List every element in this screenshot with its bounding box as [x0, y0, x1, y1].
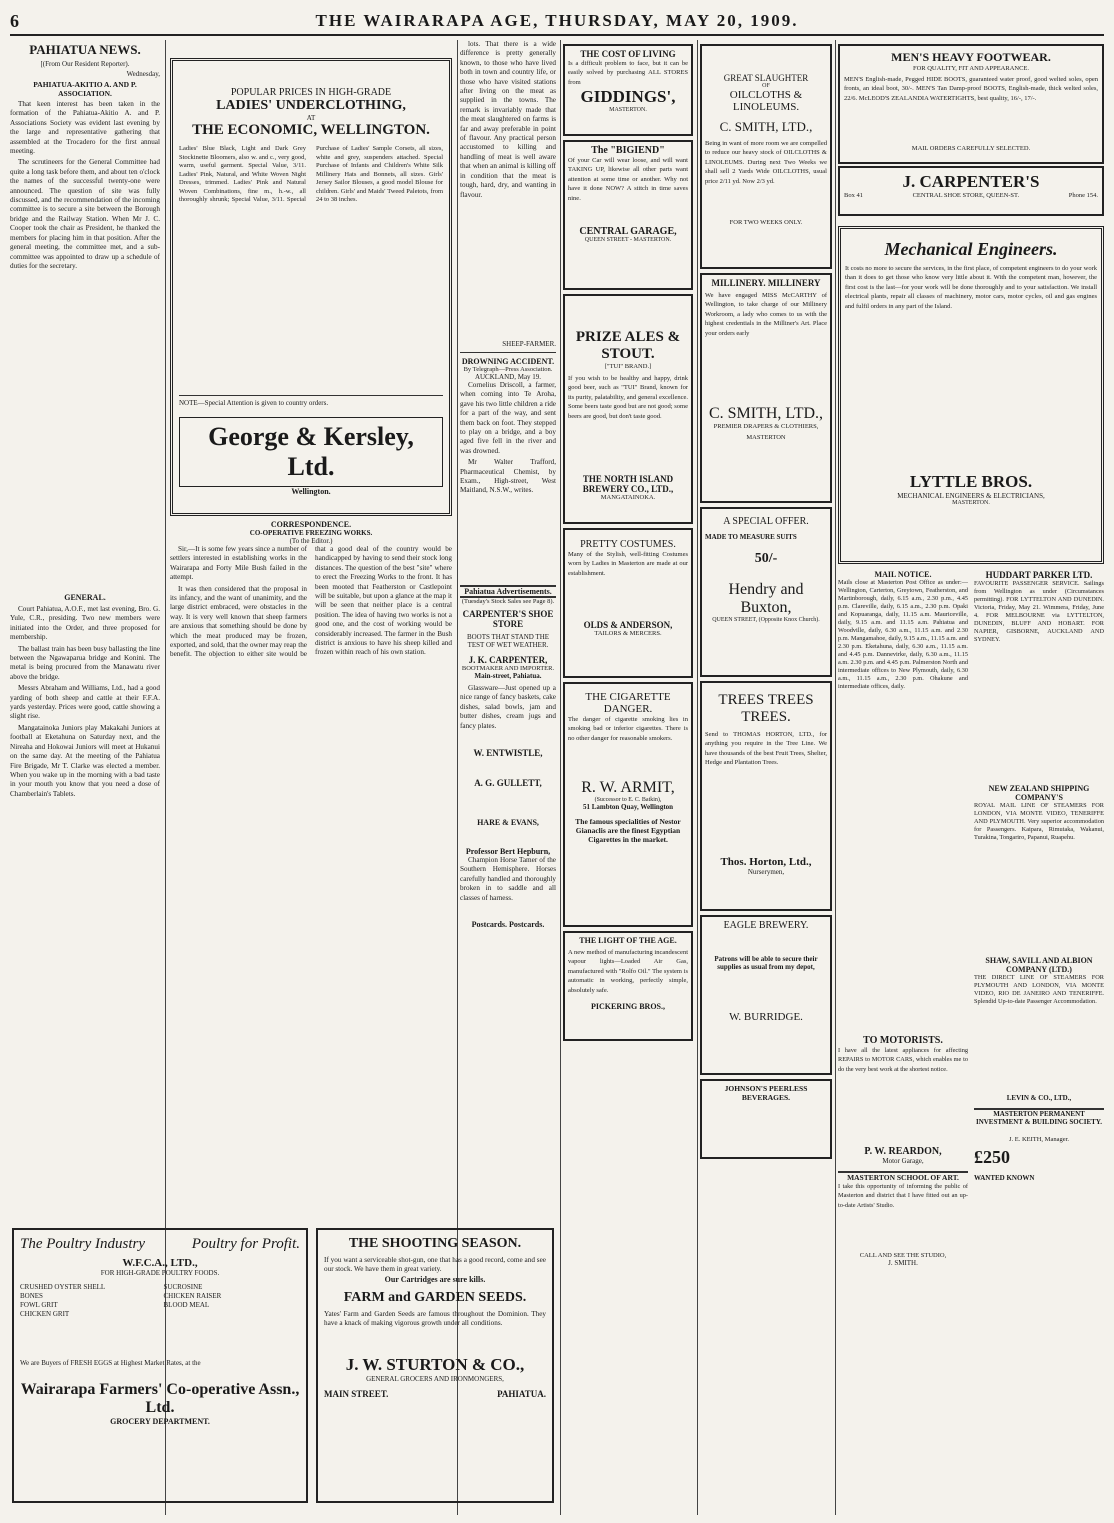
rw-armit: R. W. ARMIT, — [581, 779, 675, 796]
george-kersley-advert: POPULAR PRICES IN HIGH-GRADE LADIES' UNDERCLOTHING, AT THE ECONOMIC, WELLINGTON. Ladies' Blue Black, Light and Dark Grey Stockinette Bloomers, also w. and c., very good, warm, useful garment. Special Value, 3/11. Ladies' Pink, Natural, and White Woven Night Dresses, trimmed. Ladies' Pink and Natural Woven Combinations, fine m., h.-w., all thoroughly shrunk; Special Value, 3/11. Special Purchase of Ladies' Sample Corsets, all sizes, white and grey, suspenders attached. Special Purchase of Infants and Children's White Silk Millinery Hats and Bonnets, all sizes. Girls' Jersey Sailor Blouses, a good model Blouse for children. Girls' and Maids' Tweed Paletots, from 24 to 38 inches. NOTE—Special Attention is given to country orders. George & Kersley, Ltd. Wellington. — [170, 58, 452, 516]
nurserymen: Nurserymen, — [747, 868, 785, 876]
drown-place: AUCKLAND, May 19. — [474, 373, 542, 381]
boots-line: BOOTS THAT STAND THE TEST OF WET WEATHER. — [466, 633, 550, 649]
premier-drapers: PREMIER DRAPERS & CLOTHIERS, — [713, 423, 819, 430]
pretty-costumes: PRETTY COSTUMES. — [580, 539, 676, 550]
cigarette-advert: THE CIGARETTE DANGER. The danger of cigarette smoking lies in smoking bad or inferior cigarettes. There is no other danger for reasonable smokers. R. W. ARMIT, (Successor to E. C. Batkin), 51 Lambton Quay, Wellington The famous specialities of Nestor Gianaclis are the finest Egyptian Cigarettes in the market. — [563, 682, 693, 927]
carpenter-footwear-advert: MEN'S HEAVY FOOTWEAR. FOR QUALITY, FIT AND APPEARANCE. MEN'S English-made, Pegged HIDE BOOTS, guaranteed water proof, good welted soles, open fronts, an ideal boot, 30/-. MEN'S Tan Damp-proof BOOTS, English-made, thick welted soles, 22/6. McLEOD'S ZEALANDIA WATERTIGHTS, best quality, 16/-, 17/-. MAIL ORDERS CAREFULLY SELECTED. — [838, 44, 1104, 164]
box-number: Box 41 — [844, 192, 863, 199]
grocery-dept: GROCERY DEPARTMENT. — [110, 1417, 210, 1426]
giddings-advert: THE COST OF LIVING Is a difficult problem to face, but it can be easily solved by purchasing ALL STORES from GIDDINGS', MASTERTON. — [563, 44, 693, 136]
call-studio: CALL AND SEE THE STUDIO, — [859, 1252, 947, 1259]
shaw-savill: SHAW, SAVILL AND ALBION COMPANY (LTD.) — [985, 956, 1093, 974]
johnson-advert — [700, 1079, 832, 1159]
eagle-brewery: EAGLE BREWERY. — [723, 920, 809, 931]
pickering-advert: THE LIGHT OF THE AGE. A new method of manufacturing incandescent vapour lights—Loaded Air Gas, manufactured with "Rolfo Oil." The system is automatic in working, perfectly simple, absolutely safe. PICKERING BROS., — [563, 931, 693, 1041]
poultry-title-left: The Poultry Industry — [20, 1236, 145, 1252]
armit-sub: (Successor to E. C. Batkin), — [594, 797, 662, 803]
special-offer: A SPECIAL OFFER. — [723, 516, 809, 527]
tailors: TAILORS & MERCERS. — [594, 630, 662, 637]
poultry-advert — [12, 1228, 308, 1503]
hare-evans: HARE & EVANS, — [477, 818, 539, 827]
giddings: GIDDINGS', — [580, 87, 676, 107]
lyttle-advert: Mechanical Engineers. It costs no more to secure the services, in the first place, of competent engineers to do your work than it does to get those who know very little about it. With the competent man, however, the first cost is the last—for your work will be done thoroughly and to your satisfaction. We install electrical plants, repair all classes of machinery, motor cars, motor cycles, oil and gas engines and fulfil orders in any part of the Island. LYTTLE BROS. MECHANICAL ENGINEERS & ELECTRICIANS, MASTERTON. — [838, 226, 1104, 564]
day-line: Wednesday, — [126, 70, 160, 78]
poultry-title-right: Poultry for Profit. — [191, 1236, 300, 1252]
column-five — [700, 40, 832, 1515]
olds-anderson: OLDS & ANDERSON, — [583, 620, 673, 630]
masthead-title: THE WAIRARAPA AGE, THURSDAY, MAY 20, 1909. — [315, 11, 799, 30]
sturton-name: J. W. STURTON & CO., — [345, 1354, 525, 1374]
gk-note: NOTE—Special Attention is given to country orders. — [179, 395, 443, 407]
cost-of-living: THE COST OF LIVING — [580, 49, 676, 59]
gk-at: AT — [306, 114, 316, 122]
prize-ales: PRIZE ALES & STOUT. — [575, 329, 681, 362]
pickering: PICKERING BROS., — [590, 1002, 665, 1011]
tui-brand: ["TUI" BRAND.] — [604, 363, 652, 370]
sturton-street: MAIN STREET. — [324, 1388, 389, 1399]
nestor: The famous specialities of Nestor Gianaclis are the finest Egyptian Cigarettes in the market. — [575, 817, 681, 844]
millinery: MILLINERY. MILLINERY — [711, 278, 821, 288]
column-pahiatua-news: PAHIATUA NEWS. [(From Our Resident Reporter). Wednesday, PAHIATUA-AKITIO A. AND P. ASSOCIATION. That keen interest has been taken in the formation of the Pahiatua-Akitio A. and P. Associations Society was evident last evening by the large and representative gathering that assembled at the Trocadero for the first annual meeting. The scrutineers for the General Committee had quite a long task before them, and about ten o'clock the names of the successful twenty-one were announced. The question of site was fully discussed, and the recommendation of the incoming committee is to secure a site between the Borough bridge and the Railway Station. When Mr J. C. Cooper took the chair as President, he thanked the members for placing him in that position. After the general meeting, the committee met, and a sub-committee was appointed to draw up a schedule of duties for the secretary. GENERAL. Court Pahiatua, A.O.F., met last evening, Bro. G. Yule, C.R., presiding. Two new members were initiated into the Order, and three proposed for membership. The ballast train has been busy ballasting the line between the Ngawaparua bridge and Konini. The metal is being procured from the Manawatu river above the bridge. Messrs Abraham and Williams, Ltd., had a good yarding of both sheep and cattle at their F.F.A. yards yesterday. Prices were good, cattle showing a slight rise. Mangatainoka Juniors play Makakahi Juniors at football at Eketahuna on Saturday next, and the Nireaha and Hokowai Juniors will meet at Hukanui on the same day. At the meeting of the Pahiatua Fire Brigade, Mr T. Clarke was elected a member. When you wake up in the morning with a bad taste in your mouth you know that you need a dose of Chamberlain's Tablets. — [10, 42, 160, 798]
sturton-advert: THE SHOOTING SEASON. If you want a serviceable shot-gun, one that has a good record, come and see our stock. We have them in great variety. Our Cartridges are sure kills. FARM and GARDEN SEEDS. Yates' Farm and Garden Seeds are famous throughout the Dominion. They have a knack of making vigorous growth under all conditions. J. W. STURTON & CO., GENERAL GROCERS AND IRONMONGERS, MAIN STREET. PAHIATUA. — [316, 1228, 554, 1503]
trees: TREES TREES TREES. — [718, 692, 814, 725]
reporter-line: [(From Our Resident Reporter). — [40, 60, 130, 68]
phone-number: Phone 154. — [1068, 192, 1098, 199]
gk-name: George & Kersley, Ltd. — [179, 417, 443, 487]
j-carpenter: J. CARPENTER'S — [902, 172, 1040, 191]
sheep-farmer-sig: SHEEP-FARMER. — [502, 340, 556, 348]
oilcloths: OILCLOTHS & LINOLEUMS. — [729, 89, 803, 113]
nz-shipping: NEW ZEALAND SHIPPING COMPANY'S — [988, 784, 1090, 802]
gk-title1: POPULAR PRICES IN HIGH-GRADE — [230, 87, 392, 98]
corr-sub: CO-OPERATIVE FREEZING WORKS. — [249, 529, 373, 537]
entwistle: W. ENTWISTLE, — [473, 748, 543, 758]
horton-advert: TREES TREES TREES. Send to THOMAS HORTON, LTD., for anything you require in the Tree Line. We have thousands of the best Fruit Trees, Shelter, Hedge and Plantation Trees. Thos. Horton, Ltd., Nurserymen, — [700, 681, 832, 911]
association-heading: PAHIATUA-AKITIO A. AND P. ASSOCIATION. — [33, 80, 137, 98]
wfca: W.F.C.A., LTD., — [122, 1257, 198, 1269]
keith: J. E. KEITH, Manager. — [1008, 1136, 1070, 1143]
bigiend: The "BIGIEND" — [591, 145, 665, 156]
millinery-advert: MILLINERY. MILLINERY We have engaged MISS McCARTHY of Wellington, to take charge of our Millinery Workroom, a lady who comes to us with the highest credentials in the Milliner's Art. Place your orders early C. SMITH, LTD., PREMIER DRAPERS & CLOTHIERS, MASTERTON — [700, 273, 832, 503]
jk-street: Main-street, Pahiatua. — [474, 672, 542, 680]
jk-sub: BOOTMAKER AND IMPORTER. — [461, 665, 555, 672]
light-of-age: THE LIGHT OF THE AGE. — [579, 936, 677, 945]
c-smith-2: C. SMITH, LTD., — [708, 405, 824, 422]
poultry-items: CRUSHED OYSTER SHELL BONES FOWL GRIT CHICKEN GRIT SUCROSINE CHICKEN RAISER BLOOD MEAL — [20, 1283, 222, 1318]
buyers-line: We are Buyers of FRESH EGGS at Highest Market Rates, at the — [20, 1359, 201, 1367]
cigarette-danger: THE CIGARETTE DANGER. — [585, 691, 671, 715]
hendry-street: QUEEN STREET, (Opposite Knox Church). — [712, 617, 820, 623]
hepburn: Professor Bert Hepburn, — [465, 847, 551, 856]
patrons-line: Patrons will be able to secure their supplies as usual from my depot, — [714, 955, 818, 971]
garage-street: QUEEN STREET - MASTERTON. — [584, 237, 672, 243]
made-to-measure: MADE TO MEASURE SUITS — [705, 533, 797, 541]
ballast-text: The ballast train has been busy ballasting the line between the Ngawaparua bridge and Konini. The metal is being procured from the Manawatu river above the bridge. — [10, 644, 160, 681]
column-six — [838, 40, 1104, 1515]
mens-sub: FOR QUALITY, FIT AND APPEARANCE. — [912, 65, 1030, 72]
carpenter-store: CARPENTER'S SHOE STORE — [462, 609, 554, 629]
cartridges: Our Cartridges are sure kills. — [384, 1274, 486, 1284]
lyttle-bros: LYTTLE BROS. — [909, 472, 1033, 491]
eagle-advert — [700, 915, 832, 1075]
corr-to: (To the Editor.) — [289, 537, 333, 545]
huddart-parker: HUDDART PARKER LTD. — [985, 570, 1093, 580]
gk-title2: LADIES' UNDERCLOTHING, — [216, 98, 406, 113]
gk-city: Wellington. — [291, 487, 331, 496]
corr-p1: Sir,—It is some few years since a number of settlers interested in establishing works in the Wairarapa and Forty Mile Bush failed in the attempt. — [170, 545, 307, 582]
reardon: P. W. REARDON, — [864, 1146, 942, 1157]
j-smith: J. SMITH. — [888, 1259, 918, 1267]
court-text: Court Pahiatua, A.O.F., met last evening, Bro. G. Yule, C.R., presiding. Two new members were initiated into the Order, and three proposed for membership. — [10, 605, 160, 642]
carpenter-name-box — [838, 166, 1104, 216]
two-weeks: FOR TWO WEEKS ONLY. — [729, 219, 803, 226]
thos-horton: Thos. Horton, Ltd., — [720, 856, 812, 868]
hendry-advert — [700, 507, 832, 677]
jk-carpenter: J. K. CARPENTER, — [468, 655, 548, 665]
pahiatua-news-heading: PAHIATUA NEWS. — [29, 42, 141, 57]
mangatainoka: MANGATAINOKA. — [600, 494, 656, 501]
column-four — [563, 40, 693, 1515]
correspondence: CORRESPONDENCE. CO-OPERATIVE FREEZING WORKS. (To the Editor.) Sir,—It is some few years since a number of settlers interested in establishing works in the Wairarapa and Forty Mile Bush failed in the attempt. It was then considered that the proposal in its infancy, and the want of unanimity, and the large district embraced, were obstacles in the way. It is very well known that sheep farmers are anxious that something should be done by which the meat produced may be frozen, exported, and sold, that the owner may reap the benefit. The objection to either site would be that a good deal of the country would be handicapped by having to send their stock long distances. The question of the best "site" where to erect the Freezing Works to the front. It has been mooted that Featherston or Castlepoint will be suitable, but upon a glance at the map it will be seen that neither place is a central position. The idea of having two works is not a good one, and the cost of working would be considerably increased. The farmer in the Bush district is anxious to have his sheep killed and frozen within reach of his own station. — [170, 520, 452, 659]
lyttle-sub: MECHANICAL ENGINEERS & ELECTRICIANS, — [897, 492, 1045, 500]
olds-advert: PRETTY COSTUMES. Many of the Stylish, well-fitting Costumes worn by Ladies in Masterton are made at our establishment. OLDS & ANDERSON, TAILORS & MERCERS. — [563, 528, 693, 678]
smith-oilcloth-advert: GREAT SLAUGHTER OF OILCLOTHS & LINOLEUMS. C. SMITH, LTD., Being in want of more room we are compelled to reduce our heavy stock of OILCLOTHS & LINOLEUMS. During next Two Weeks we shall sell 2 Yards Wide OILCLOTHS, usual price 2/11 yd. Now 2/3 yd. FOR TWO WEEKS ONLY. — [700, 44, 832, 269]
mens-footwear: MEN'S HEAVY FOOTWEAR. — [891, 50, 1051, 64]
association-text: That keen interest has been taken in the formation of the Pahiatua-Akitio A. and P. Associations Society was evident last evening by the large and representative gathering that assembled at the Trocadero for the first annual meeting. — [10, 100, 160, 156]
gk-shop: THE ECONOMIC, WELLINGTON. — [192, 122, 430, 138]
column-three: lots. That there is a wide difference is pretty generally known, to those who have lived both in town and country life, or those who have visited stations after living on the meat as supplied in the towns. The remark is invariably made that the meat slaughtered on farms is far and away preferable in point of flavour. Any practical person accustomed to killing and handling of meat is well aware that when an animal is killing off in condition that the meat is tough, hard, dry, and wanting in flavour. SHEEP-FARMER. DROWNING ACCIDENT. By Telegraph—Press Association. AUCKLAND, May 19. Cornelius Driscoll, a farmer, when coming into Te Aroha, gave his two little children a ride for a part of the way, and sent them back on foot. They stepped to play on a bridge, and a boy aged five fell in the river and was drowned. Mr Walter Trafford, Pharmaceutical Chemist, by Exam., High-street, West Maitland, N.S.W., writes. Pahiatua Advertisements. (Tuesday's Stock Sales see Page 8). CARPENTER'S SHOE STORE BOOTS THAT STAND THE TEST OF WET WEATHER. J. K. CARPENTER, BOOTMAKER AND IMPORTER. Main-street, Pahiatua. Glassware—Just opened up a nice range of fancy baskets, cake dishes, salad bowls, jam and butter dishes, cream jugs and fancy plates. W. ENTWISTLE, A. G. GULLETT, HARE & EVANS, Professor Bert Hepburn, Champion Horse Tamer of the Southern Hemisphere. Horses carefully handled and thoroughly broken in to saddle and all classes of harness. Postcards. Postcards. — [460, 40, 556, 929]
gullett: A. G. GULLETT, — [474, 778, 542, 788]
lower-col6: MAIL NOTICE. Mails close at Masterton Post Office as under:— Wellington, Carterton, Greytown, Featherston, and Martinborough, daily, 6.15 a.m., 2.30 p.m., 4.45 p.m. Clareville, daily, 6.15 a.m., 2.30 p.m. Opaki and Kopuaranga, daily, 11.15 a.m. Mauriceville, daily, 9.15 a.m. and 11.15 a.m. Pahiatua and Woodville, daily, 6.30 a.m., 11.15 a.m. and 2.30 p.m. Mangamahoe, daily, 9.15 a.m., 11.15 a.m. and 2.30 p.m. Eketahuna, daily, 6.30 a.m., 11.15 a.m. and 4.45 p.m. Dannevirke, daily, 6.30 a.m., 11.15 a.m. 2.30 p.m. and 4.45 p.m. Palmerston North and intermediate offices to New Plymouth, daily, 6.30 a.m., 11.15 a.m., 2.30 p.m. Ohakune and intermediate offices, daily. TO MOTORISTS. I have all the latest appliances for affecting REPAIRS to MOTOR CARS, which enables me to do the very best work at the shortest notice. P. W. REARDON, Motor Garage, MASTERTON SCHOOL OF ART. I take this opportunity of informing the public of Masterton and district that I have fitted out an up-to-date Artists' Studio. CALL AND SEE THE STUDIO, J. SMITH. HUDDART PARKER LTD. FAVOURITE PASSENGER SERVICE. Sailings from Wellington as under (Circumstances permitting). FOR LYTTELTON AND DUNEDIN. Victoria, Friday, May 21. Wimmera, Friday, June 4. FOR MELBOURNE via LYTTELTON, DUNEDIN, BLUFF AND HOBART. FOR NAPIER, GISBORNE, AUCKLAND AND SYDNEY. NEW ZEALAND SHIPPING COMPANY'S ROYAL MAIL LINE OF STEAMERS FOR LONDON, VIA MONTE VIDEO, TENERIFFE AND PLYMOUTH. Very superior accommodation for Passengers. Kaipara, Rimutaka, Wakanui, Turakina, Tongariro, Papanui, Ruapehu. SHAW, SAVILL AND ALBION COMPANY (LTD.) THE DIRECT LINE OF STEAMERS FOR PLYMOUTH AND LONDON, VIA MONTE VIDEO, RIO DE JANEIRO AND TENERIFFE. Splendid Up-to-date Passenger Accommodation. LEVIN & CO., LTD., MASTERTON PERMANENT INVESTMENT & BUILDING SOCIETY. J. E. KEITH, Manager. £250 WANTED KNOWN — [838, 570, 1104, 1267]
drown-by: By Telegraph—Press Association. — [463, 366, 553, 373]
sturton-town: PAHIATUA. — [497, 1388, 546, 1399]
johnson: JOHNSON'S PEERLESS BEVERAGES. — [724, 1084, 808, 1102]
mail-notice: MAIL NOTICE. — [874, 570, 932, 579]
seeds-title: FARM and GARDEN SEEDS. — [343, 1289, 527, 1305]
pahiatua-ads-heading: Pahiatua Advertisements. — [460, 585, 556, 598]
suit-price: 50/- — [754, 551, 778, 566]
mail-orders: MAIL ORDERS CAREFULLY SELECTED. — [911, 145, 1031, 152]
carpenter-sub: CENTRAL SHOE STORE, QUEEN-ST. — [912, 192, 1020, 199]
lambton-quay: 51 Lambton Quay, Wellington — [582, 803, 674, 811]
giddings-town: MASTERTON. — [609, 107, 647, 114]
wfca-footer: Wairarapa Farmers' Co-operative Assn., Ltd. — [20, 1381, 300, 1416]
drowning-heading: DROWNING ACCIDENT. — [461, 357, 555, 366]
permanent-society: MASTERTON PERMANENT INVESTMENT & BUILDING SOCIETY. — [975, 1110, 1103, 1126]
page-number: 6 — [10, 10, 19, 31]
masthead — [10, 8, 1104, 36]
great-slaughter: GREAT SLAUGHTER — [723, 73, 809, 83]
postcards: Postcards. Postcards. — [471, 920, 545, 929]
poultry-sub: FOR HIGH-GRADE POULTRY FOODS. — [100, 1269, 220, 1277]
levin-co: LEVIN & CO., LTD., — [1006, 1094, 1072, 1102]
central-garage: CENTRAL GARAGE, — [579, 226, 677, 237]
ads-sub: (Tuesday's Stock Sales see Page 8). — [461, 598, 555, 605]
cash-250: £250 — [974, 1147, 1010, 1167]
school-of-art: MASTERTON SCHOOL OF ART. — [838, 1171, 968, 1182]
yarding-text: Messrs Abraham and Williams, Ltd., had a good yarding of both sheep and cattle at their F.F.A. yards yesterday. Prices were good, cattle showing a slight rise. — [10, 684, 160, 721]
mech-engineers: Mechanical Engineers. — [884, 239, 1058, 259]
general-heading: GENERAL. — [64, 593, 106, 602]
sturton-sub: GENERAL GROCERS AND IRONMONGERS, — [366, 1374, 504, 1383]
corr-head: CORRESPONDENCE. — [270, 520, 352, 529]
brewery-advert: PRIZE ALES & STOUT. ["TUI" BRAND.] If you wish to be healthy and happy, drink good beer, such as "TUI" Brand, known for its purity, palatability, and general excellence. Some beers taste good but are not good; some beers are good, but don't taste good. THE NORTH ISLAND BREWERY CO., LTD., MANGATAINOKA. — [563, 294, 693, 524]
wanted-known: WANTED KNOWN — [974, 1174, 1035, 1182]
hendry-buxton: Hendry and Buxton, — [728, 581, 804, 616]
c-smith: C. SMITH, LTD., — [719, 119, 813, 134]
north-island-brewery: THE NORTH ISLAND BREWERY CO., LTD., — [582, 474, 674, 494]
reardon-sub: Motor Garage, — [882, 1157, 924, 1165]
burridge: W. BURRIDGE. — [729, 1011, 803, 1023]
to-motorists: TO MOTORISTS. — [863, 1035, 943, 1046]
garage-advert: The "BIGIEND" Of your Car will wear loose, and will want TAKING UP, likewise all other parts want attention at some time or another. Why not have it done NOW? A stitch in time saves nine. CENTRAL GARAGE, QUEEN STREET - MASTERTON. — [563, 140, 693, 290]
shoot-title: THE SHOOTING SEASON. — [348, 1236, 522, 1251]
